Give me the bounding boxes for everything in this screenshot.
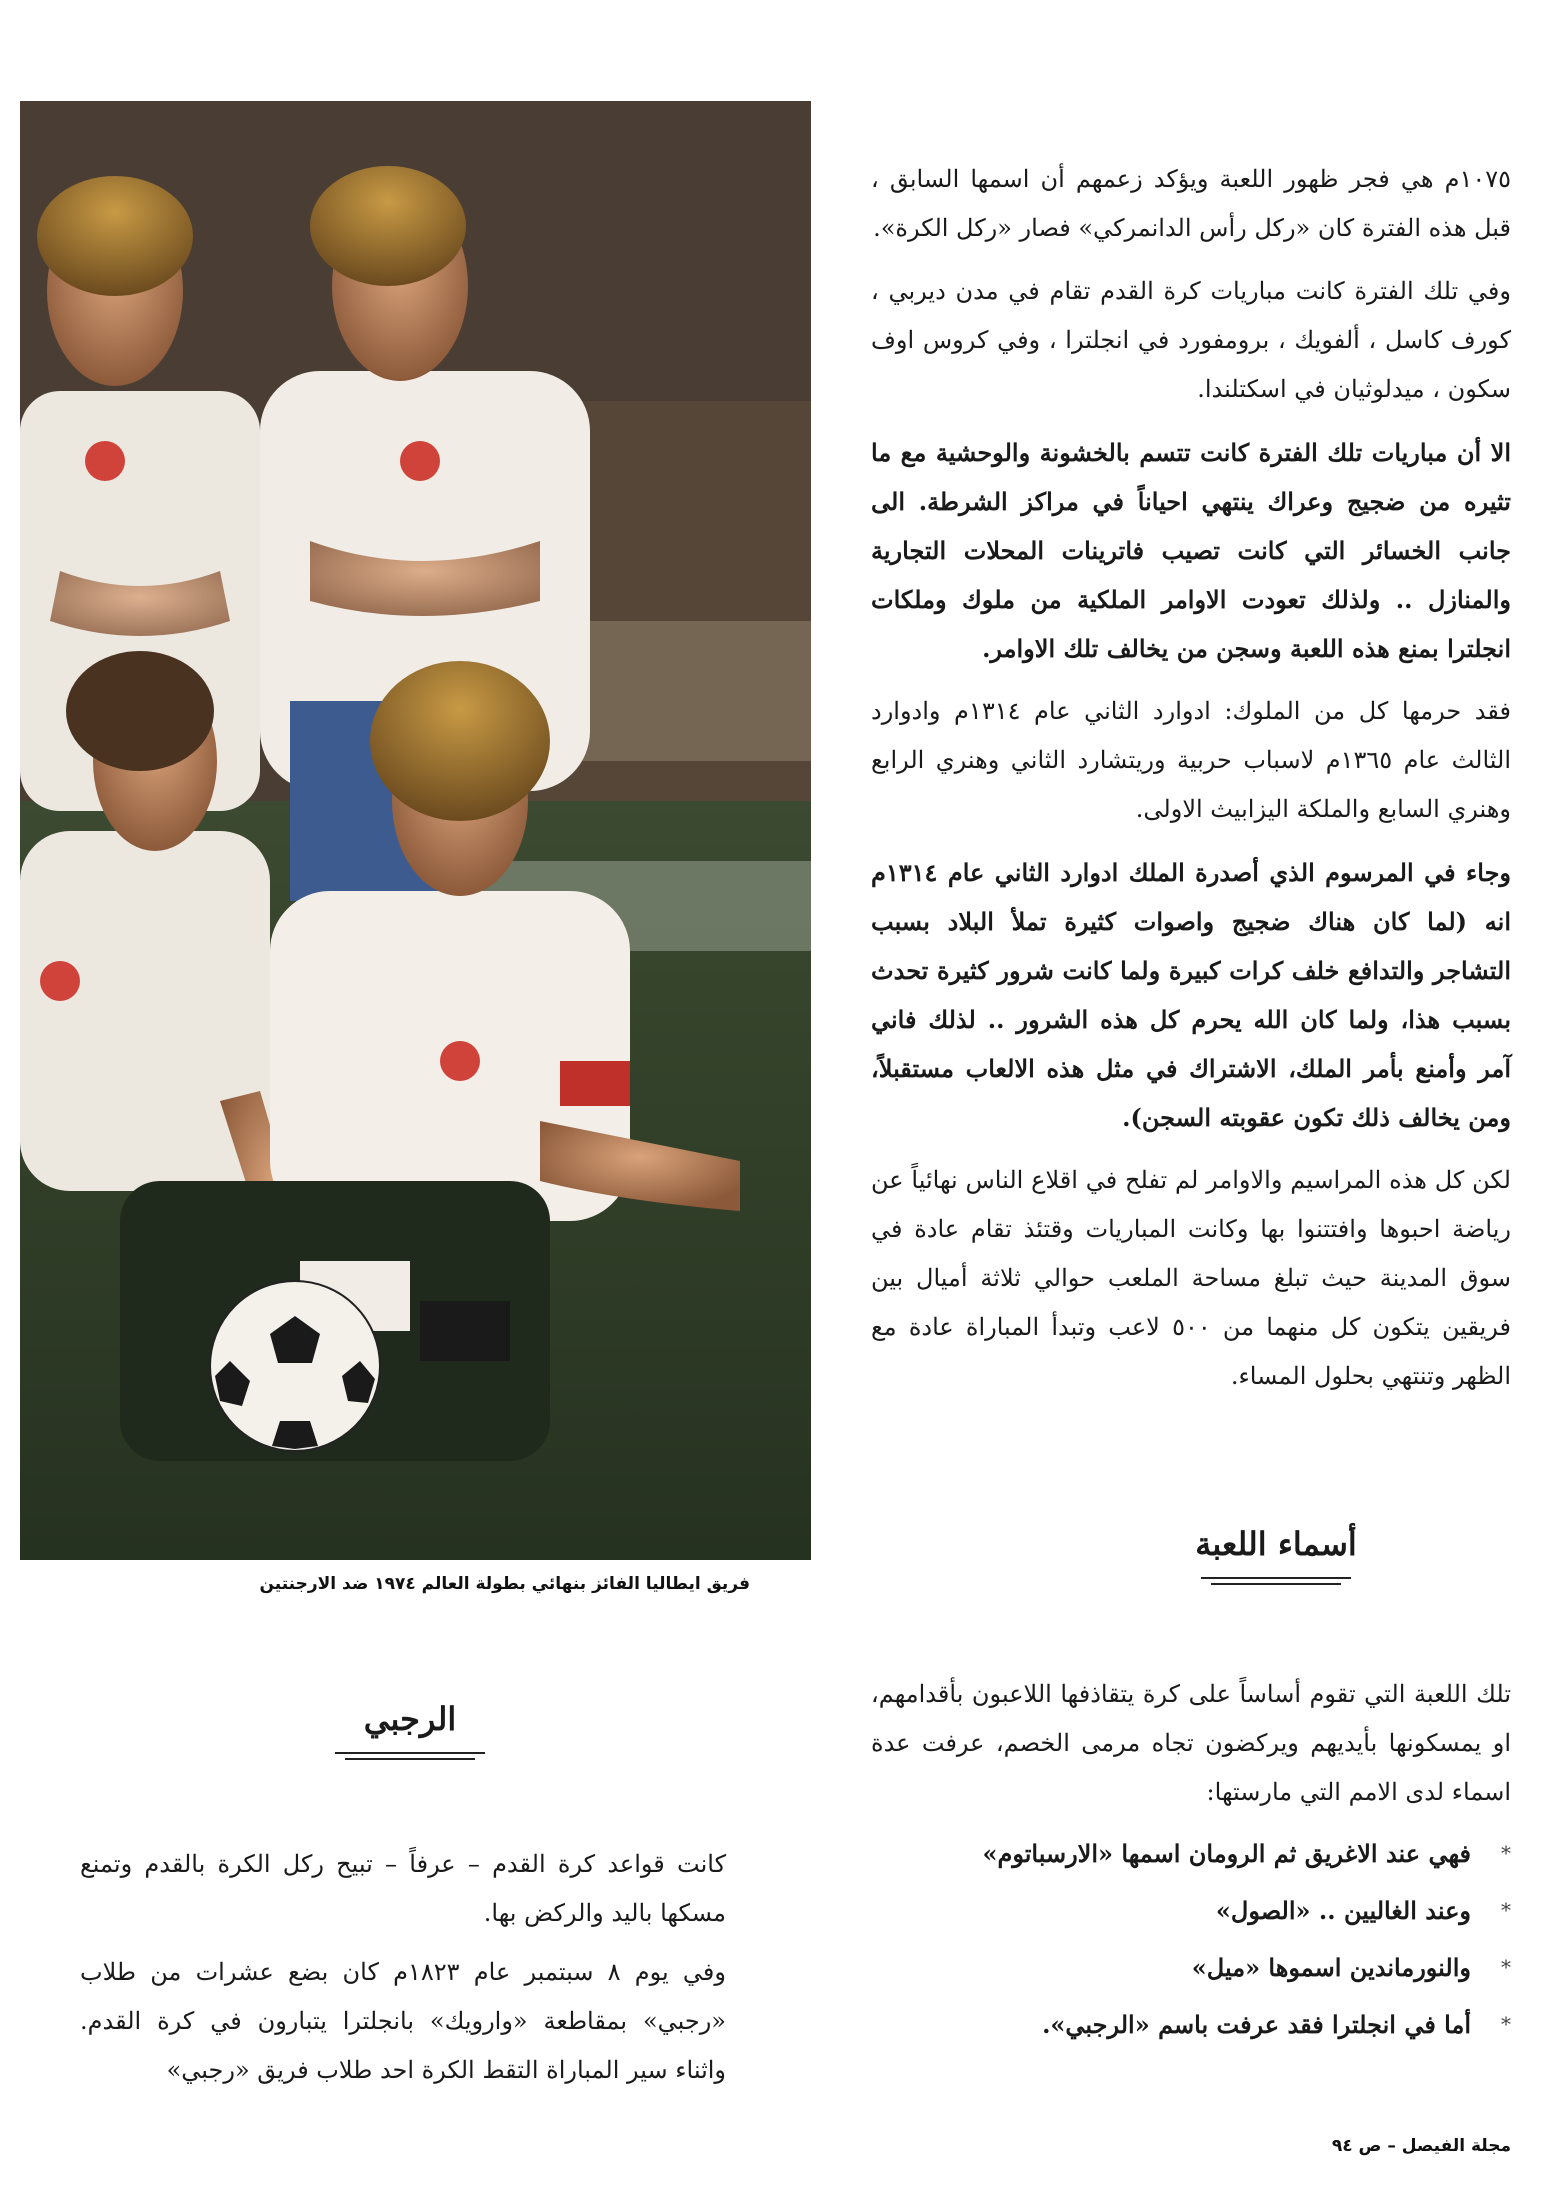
paragraph: تلك اللعبة التي تقوم أساساً على كرة يتقاذفها اللاعبون بأقدامهم، او يمسكونها بأيديهم ويركضون تجاه مرمى الخصم، عرفت عدة اسماء لدى الامم التي مارستها:: [871, 1680, 1511, 1806]
rugby-section: [80, 1840, 726, 2105]
paragraph: وفي تلك الفترة كانت مباريات كرة القدم تقام في مدن ديربي ، كورف كاسل ، ألفويك ، برومفورد في انجلترا ، وفي كروس اوف سكون ، ميدلوثيان في اسكتلندا.: [871, 277, 1511, 403]
bullet-star: *: [1501, 1841, 1511, 1865]
heading-underline: [1211, 1583, 1341, 1585]
paragraph: فقد حرمها كل من الملوك: ادوارد الثاني عام ١٣١٤م وادوارد الثالث عام ١٣٦٥م لاسباب حربية وريتشارد الثاني وهنري الرابع وهنري السابع والملكة اليزابيث الاولى.: [871, 697, 1511, 823]
photo-caption: فريق ايطاليا الفائز بنهائي بطولة العالم ١٩٧٤ ضد الارجنتين: [259, 1574, 750, 1594]
bullet-star: *: [1501, 1955, 1511, 1979]
intro-text: [871, 155, 1511, 1415]
list-item-text: والنورماندين اسموها «ميل»: [1191, 1953, 1471, 1982]
heading-text: الرجبي: [363, 1700, 457, 1738]
list-item: [871, 1825, 1511, 1882]
list-item-text: وعند الغاليين .. «الصول»: [1215, 1896, 1471, 1925]
heading-text: أسماء اللعبة: [1195, 1525, 1357, 1563]
list-item: [871, 1882, 1511, 1939]
heading-underline: [345, 1758, 475, 1760]
section-heading-names: [1191, 1525, 1361, 1585]
bullet-star: *: [1501, 1898, 1511, 1922]
heading-underline: [335, 1752, 485, 1754]
bullet-star: *: [1501, 2012, 1511, 2036]
names-section: [871, 1670, 1511, 2053]
names-list: [871, 1825, 1511, 2053]
team-photo: [20, 101, 811, 1560]
paragraph: ١٠٧٥م هي فجر ظهور اللعبة ويؤكد زعمهم أن اسمها السابق ، قبل هذه الفترة كان «ركل رأس الدانمركي» فصار «ركل الكرة».: [871, 165, 1511, 242]
heading-underline: [1201, 1577, 1351, 1579]
team-photo-graphic: [20, 101, 811, 1560]
paragraph: كانت قواعد كرة القدم – عرفاً – تبيح ركل الكرة بالقدم وتمنع مسكها باليد والركض بها.: [80, 1850, 726, 1927]
list-item-text: فهي عند الاغريق ثم الرومان اسمها «الارسباتوم»: [982, 1839, 1471, 1868]
list-item: [871, 1939, 1511, 1996]
page-footer: مجلة الفيصل – ص ٩٤: [1331, 2136, 1511, 2156]
paragraph: وجاء في المرسوم الذي أصدرة الملك ادوارد الثاني عام ١٣١٤م انه (لما كان هناك ضجيج واصوات كثيرة تملأ البلاد بسبب التشاجر والتدافع خلف كرات كبيرة ولما كانت شرور كثيرة تحدث بسبب هذا، ولما كان الله يحرم كل هذه الشرور .. لذلك فاني آمر وأمنع بأمر الملك، الاشتراك في مثل هذه الالعاب مستقبلاً، ومن يخالف ذلك تكون عقوبته السجن).: [871, 858, 1511, 1132]
paragraph: الا أن مباريات تلك الفترة كانت تتسم بالخشونة والوحشية مع ما تثيره من ضجيج وعراك ينتهي احياناً في مراكز الشرطة. الى جانب الخسائر التي كانت تصيب فاترينات المحلات التجارية والمنازل .. ولذلك تعودت الاوامر الملكية من ملوك وملكات انجلترا بمنع هذه اللعبة وسجن من يخالف تلك الاوامر.: [871, 438, 1511, 663]
paragraph: وفي يوم ٨ سبتمبر عام ١٨٢٣م كان بضع عشرات من طلاب «رجبي» بمقاطعة «وارويك» بانجلترا يتبارون في كرة القدم. واثناء سير المباراة التقط الكرة احد طلاب فريق «رجبي»: [80, 1958, 726, 2084]
paragraph: لكن كل هذه المراسيم والاوامر لم تفلح في اقلاع الناس نهائياً عن رياضة احبوها وافتتنوا بها وكانت المباريات وقتئذ تقام عادة في سوق المدينة حيث تبلغ مساحة الملعب حوالي ثلاثة أميال بين فريقين يتكون كل منهما من ٥٠٠ لاعب وتبدأ المباراة عادة مع الظهر وتنتهي بحلول المساء.: [871, 1166, 1511, 1390]
section-heading-rugby: [330, 1700, 490, 1760]
list-item-text: أما في انجلترا فقد عرفت باسم «الرجبي».: [1042, 2010, 1471, 2039]
list-item: [871, 1996, 1511, 2053]
